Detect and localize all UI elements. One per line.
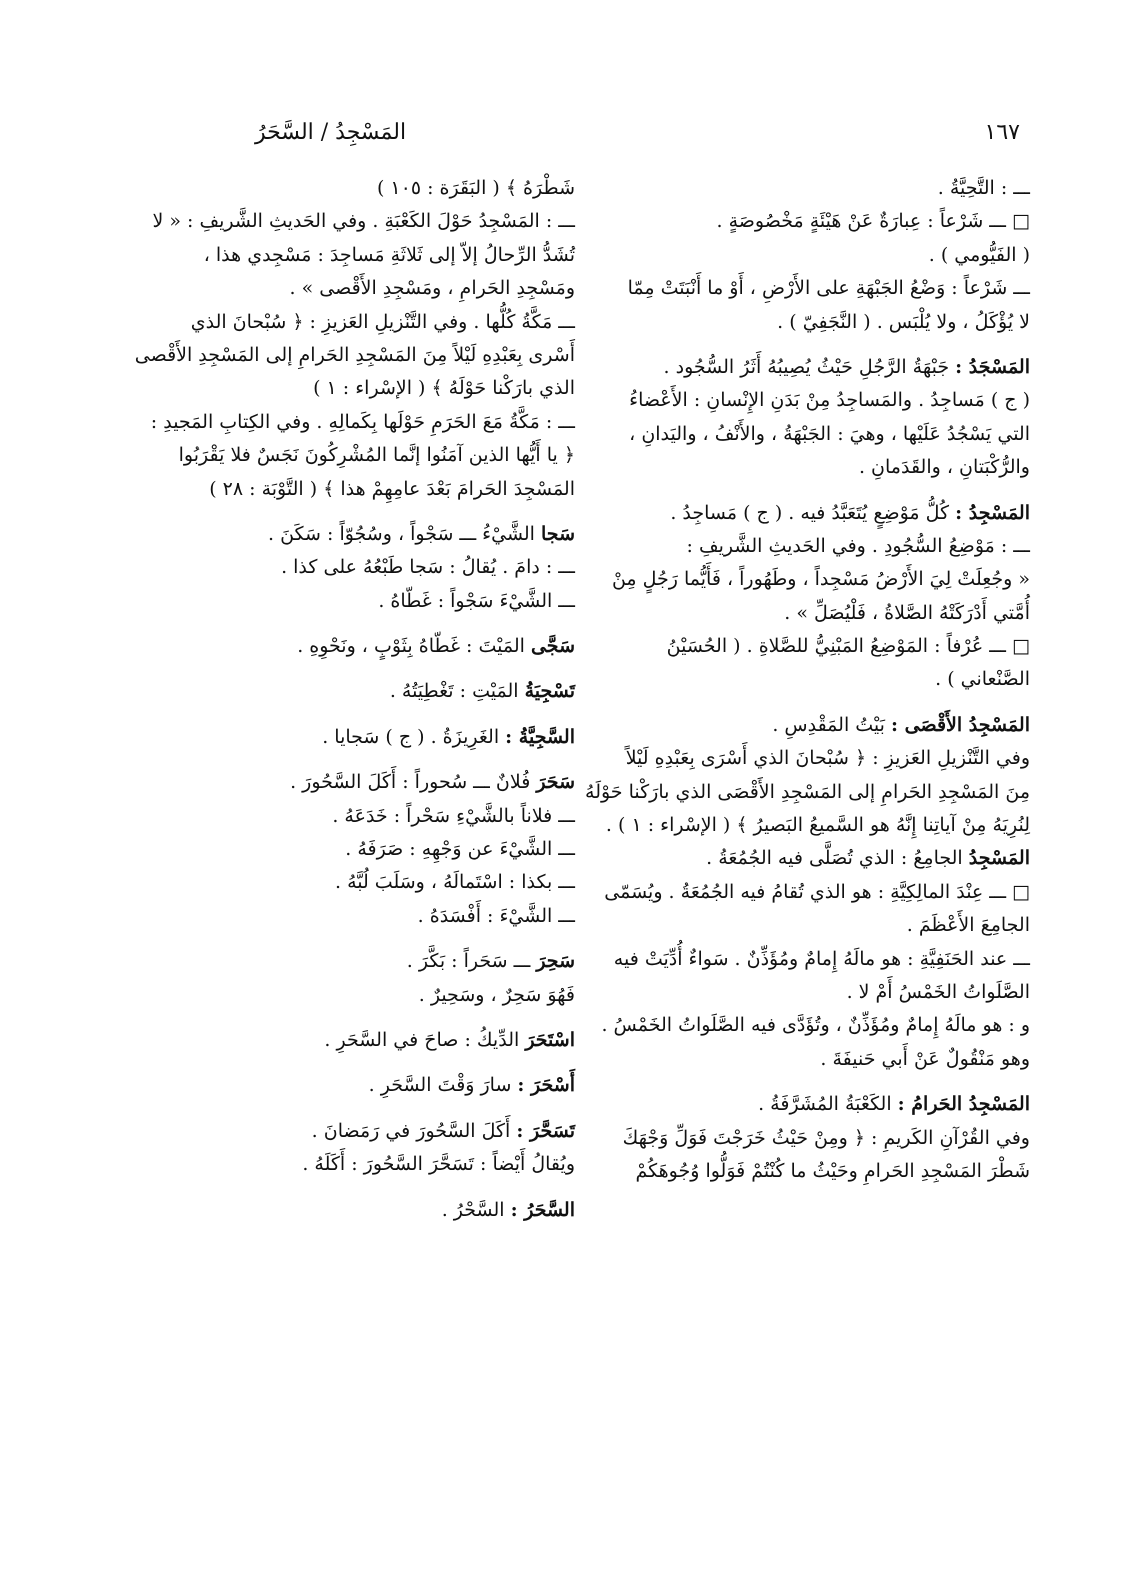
definition-text: جَبْهَةُ الرَّجُلِ حَيْثُ يُصِيبُهُ أَثَرُ السُّجُود . [663,355,956,378]
definition-text: الجامِعَ الأَعْظَمَ . [906,914,1030,937]
text-line [600,1155,1030,1188]
headword: أَسْحَرَ : [517,1074,575,1097]
definition-text: ـــ شَرْعاً : وَضْعُ الجَبْهَةِ على الأَرْضِ ، أَوْ ما أَنْبَتَتْ مِمّا [627,277,1030,300]
text-line [178,439,575,472]
definition-text: ـــ مَكَّةُ كُلُّها . وفي التَّنْزيلِ العَزيزِ : ﴿ سُبْحانَ الذي [190,310,575,333]
text-line [250,800,575,833]
definition-text: سارَ وَقْتَ السَّحَرِ . [368,1074,518,1097]
text-line [600,351,1030,384]
running-title: المَسْجِدُ / السَّحَرُ [255,120,407,145]
text-line [600,630,1030,663]
entry-spacer [600,339,1030,351]
definition-text: ومَسْجِدِ الحَرامِ ، ومَسْجِدِ الأَقْصى » . [289,277,575,300]
definition-text: مِنَ المَسْجِدِ الحَرامِ إلى المَسْجِدِ الأَقْصَى الذي بارَكْنا حَوْلَهُ [585,780,1030,803]
definition-text: الصَّنْعاني ) . [935,668,1030,691]
headword: السَّحَرُ : [510,1198,575,1221]
definition-text: ـــ : دامَ . يُقالُ : سَجا طَبْعُهُ على كذا . [281,556,575,579]
definition-text: ـــ الشَّيْءَ سَجْواً : غَطّاهُ . [378,589,575,612]
definition-text: ـــ عند الحَنَفِيَّةِ : هو مالَهُ إِمامٌ ومُؤَذِّنٌ . سَواءٌ أُدِّيَتْ فيه [613,947,1030,970]
entry-spacer [250,933,575,945]
definition-text: الذي بارَكْنا حَوْلَهُ ﴾ ( الإسْراء : ١ ) [313,377,575,400]
headword: سَحَرَ [536,771,575,794]
headword: المَسْجِدُ : [955,501,1030,524]
definition-text: الشَّيْءُ ـــ سَجْواً ، وسُجُوّاً : سَكَنَ . [268,522,542,545]
entry-spacer [600,1076,1030,1088]
headword: سَجَّى [530,635,575,658]
definition-text: الكَعْبَةُ المُشَرَّفَةُ . [758,1093,898,1116]
headword: سَجا [541,522,575,545]
text-line [600,451,1030,484]
definition-text: شَطْرَهُ ﴾ ( البَقَرَة : ١٠٥ ) [376,177,575,199]
text-line [250,721,575,754]
text-line [600,1009,1030,1042]
definition-text: ـــ : التَّحِيَّةُ . [937,177,1030,199]
text-line [250,551,575,584]
text-line [250,1148,575,1181]
text-line [250,675,575,708]
definition-text: أَكَلَ السَّحُورَ في رَمَضانَ . [311,1119,517,1142]
definition-text: شَطْرَ المَسْجِدِ الحَرامِ وحَيْثُ ما كُنْتُمْ فَوَلُّوا وُجُوهَكُمْ [635,1159,1030,1182]
entry-spacer [250,1057,575,1069]
text-line [600,597,1030,630]
text-line [600,272,1030,305]
text-line [600,563,1030,596]
text-line [250,272,575,305]
text-line [600,876,1030,909]
text-line [600,943,1030,976]
text-line [250,518,575,551]
definition-text: الغَرِيزَةُ . ( ج ) سَجايا . [322,725,506,748]
text-line [250,866,575,899]
text-line [250,833,575,866]
definition-text: ويُقالُ أَيْضاً : تَسَحَّرَ السَّحُورَ : أَكَلَهُ . [302,1153,575,1176]
text-line [600,1122,1030,1155]
text-line [585,776,1030,809]
page-number: ١٦٧ [984,120,1020,145]
definition-text: السَّحْرُ . [441,1198,511,1221]
definition-text: و : هو مالَهُ إِمامٌ ومُؤَذِّنٌ ، وتُؤَدَّى فيه الصَّلَواتُ الخَمْسُ . [601,1014,1030,1037]
text-line [250,945,575,978]
text-line [250,630,575,663]
definition-text: ـــ الشَّيْءَ : أَفْسَدَهُ . [417,904,575,927]
headword: سَحِرَ [536,950,575,973]
definition-text: لِنُرِيَهُ مِنْ آياتِنا إِنَّهُ هو السَّميعُ البَصيرُ ﴾ ( الإسْراء : ١ ) . [605,814,1030,837]
definition-text: كُلُّ مَوْضِعٍ يُتَعَبَّدُ فيه . ( ج ) مَساجِدُ . [670,501,956,524]
definition-text: والرُّكْبَتانِ ، والقَدَمانِ . [858,456,1030,479]
definition-text: ـــ بكذا : اسْتَمالَهُ ، وسَلَبَ لُبَّهُ . [334,871,575,894]
definition-text: الدِّيكُ : صاحَ في السَّحَرِ . [324,1028,526,1051]
text-line [600,1043,1030,1076]
text-line [600,384,1030,417]
text-line [250,979,575,1012]
definition-text: وفي التَّنْزيلِ العَزيزِ : ﴿ سُبْحانَ الذي أَسْرَى بِعَبْدِهِ لَيْلاً [625,747,1030,770]
definition-text: بَيْتُ المَقْدِسِ . [772,713,891,736]
text-line [600,809,1030,842]
text-line [250,900,575,933]
definition-text: فُلانٌ ـــ سُحوراً : أَكَلَ السَّحُورَ . [290,771,537,794]
definition-text: ﴿ يا أَيُّها الذين آمَنُوا إنَّما المُشْرِكُونَ نَجَسٌ فلا يَقْرَبُوا [178,444,575,467]
headword: المَسْجَدُ : [955,355,1030,378]
text-line [250,372,575,405]
text-line [250,766,575,799]
definition-text: □ ـــ عِنْدَ المالِكِيَّةِ : هو الذي تُقامُ فيه الجُمُعَةُ . ويُسَمّى [604,880,1030,903]
entry-spacer [250,1182,575,1194]
definition-text: فَهُوَ سَحِرٌ ، وسَحِيرٌ . [418,983,575,1006]
text-line [203,239,575,272]
text-line [250,585,575,618]
headword: المَسْجِدُ [968,847,1030,870]
right-column [585,172,1030,1188]
text-line [250,1024,575,1057]
definition-text: □ ـــ شَرْعاً : عِبارَةٌ عَنْ هَيْئَةٍ مَخْصُوصَةٍ . [716,210,1030,233]
headword: المَسْجِدُ الحَرامُ : [897,1093,1030,1116]
text-line [600,1088,1030,1121]
definition-text: ـــ : مَوْضِعُ السُّجُودِ . وفي الحَديثِ الشَّريفِ : [686,534,1030,557]
left-column [134,172,575,1227]
entry-spacer [250,709,575,721]
text-line [250,1194,575,1227]
definition-text: الجامِعُ : الذي تُصَلَّى فيه الجُمُعَةُ . [706,847,969,870]
text-line [250,1115,575,1148]
definition-text: ـــ : المَسْجِدُ حَوْلَ الكَعْبَةِ . وفي الحَديثِ الشَّريفِ : « لا [152,210,575,233]
definition-text: لا يُؤْكَلُ ، ولا يُلْبَس . ( النَّجَفِيّ ) . [777,310,1030,333]
entry-spacer [250,1103,575,1115]
text-line [600,418,1030,451]
definition-text: وفي القُرْآنِ الكَريمِ : ﴿ ومِنْ حَيْثُ خَرَجْتَ فَوَلِّ وَجْهَكَ [622,1126,1030,1149]
text-line [600,663,1030,696]
definition-text: المَسْجِدَ الحَرامَ بَعْدَ عامِهِمْ هذا ﴾ ( التَّوْبَة : ٢٨ ) [209,477,575,500]
entry-spacer [250,618,575,630]
definition-text: المَيْتِ : تَغْطِيَتُهُ . [389,680,525,703]
text-line [600,530,1030,563]
entry-spacer [600,697,1030,709]
headword: المَسْجِدُ الأَقْصَى : [891,713,1030,736]
definition-text: أُمَّتي أَدْرَكَتْهُ الصَّلاةُ ، فَلْيُصَلِّ » . [784,601,1030,624]
definition-text: تُشَدُّ الرِّحالُ إلاّ إلى ثَلاثَةِ مَساجِدَ : مَسْجِدي هذا ، [203,243,575,266]
text-line [600,742,1030,775]
definition-text: « وجُعِلَتْ لِيَ الأَرْضُ مَسْجِداً ، وطَهُوراً ، فَأَيُّما رَجُلٍ مِنْ [611,568,1030,591]
definition-text: المَيْتَ : غَطّاهُ بِثَوْبٍ ، ونَحْوِهِ . [297,635,531,658]
text-line [600,842,1030,875]
text-line [134,339,575,372]
headword: السَّجِيَّةُ : [505,725,575,748]
definition-text: ـــ : مَكَّةُ مَعَ الحَرَمِ حَوْلَها بِكَمالِهِ . وفي الكِتابِ المَجيدِ : [150,410,575,433]
definition-text: ـــ الشَّيْءَ عن وَجْهِهِ : صَرَفَهُ . [345,838,575,861]
entry-spacer [250,663,575,675]
entry-spacer [600,485,1030,497]
entry-spacer [250,754,575,766]
headword: تَسْجِيَةُ [524,680,575,703]
definition-text: وهو مَنْقُولٌ عَنْ أَبي حَنيفَةَ . [820,1047,1030,1070]
text-line [150,406,575,439]
text-line [600,909,1030,942]
text-line [600,497,1030,530]
text-line [600,172,1030,205]
headword: اسْتَحَرَ [525,1028,575,1051]
text-line [190,306,575,339]
text-line [152,205,575,238]
entry-spacer [250,506,575,518]
definition-text: ( الفَيُّومي ) . [928,243,1030,266]
text-line [250,172,575,205]
definition-text: □ ـــ عُرْفاً : المَوْضِعُ المَبْنِيُّ للصَّلاةِ . ( الحُسَيْنُ [666,635,1030,658]
text-line [600,239,1030,272]
definition-text: ـــ فلاناً بالشَّيْءِ سَحْراً : خَدَعَهُ . [332,804,575,827]
definition-text: أَسْرى بِعَبْدِهِ لَيْلاً مِنَ المَسْجِدِ الحَرامِ إلى المَسْجِدِ الأَقْصى [134,343,575,366]
text-line [250,1069,575,1102]
entry-spacer [250,1012,575,1024]
text-line [600,205,1030,238]
headword: تَسَحَّرَ : [516,1119,575,1142]
definition-text: ـــ سَحَراً : بَكَّرَ . [406,950,537,973]
definition-text: ( ج ) مَساجِدُ . والمَساجِدُ مِنْ بَدَنِ الإِنْسانِ : الأَعْضاءُ [629,389,1030,412]
text-line [600,976,1030,1009]
definition-text: الصَّلَواتُ الخَمْسُ أَمْ لا . [846,980,1030,1003]
definition-text: التي يَسْجُدُ عَلَيْها ، وهيَ : الجَبْهَةُ ، والأَنْفُ ، واليَدانِ ، [629,422,1030,445]
text-line [600,306,1030,339]
text-line [600,709,1030,742]
text-line [209,473,575,506]
